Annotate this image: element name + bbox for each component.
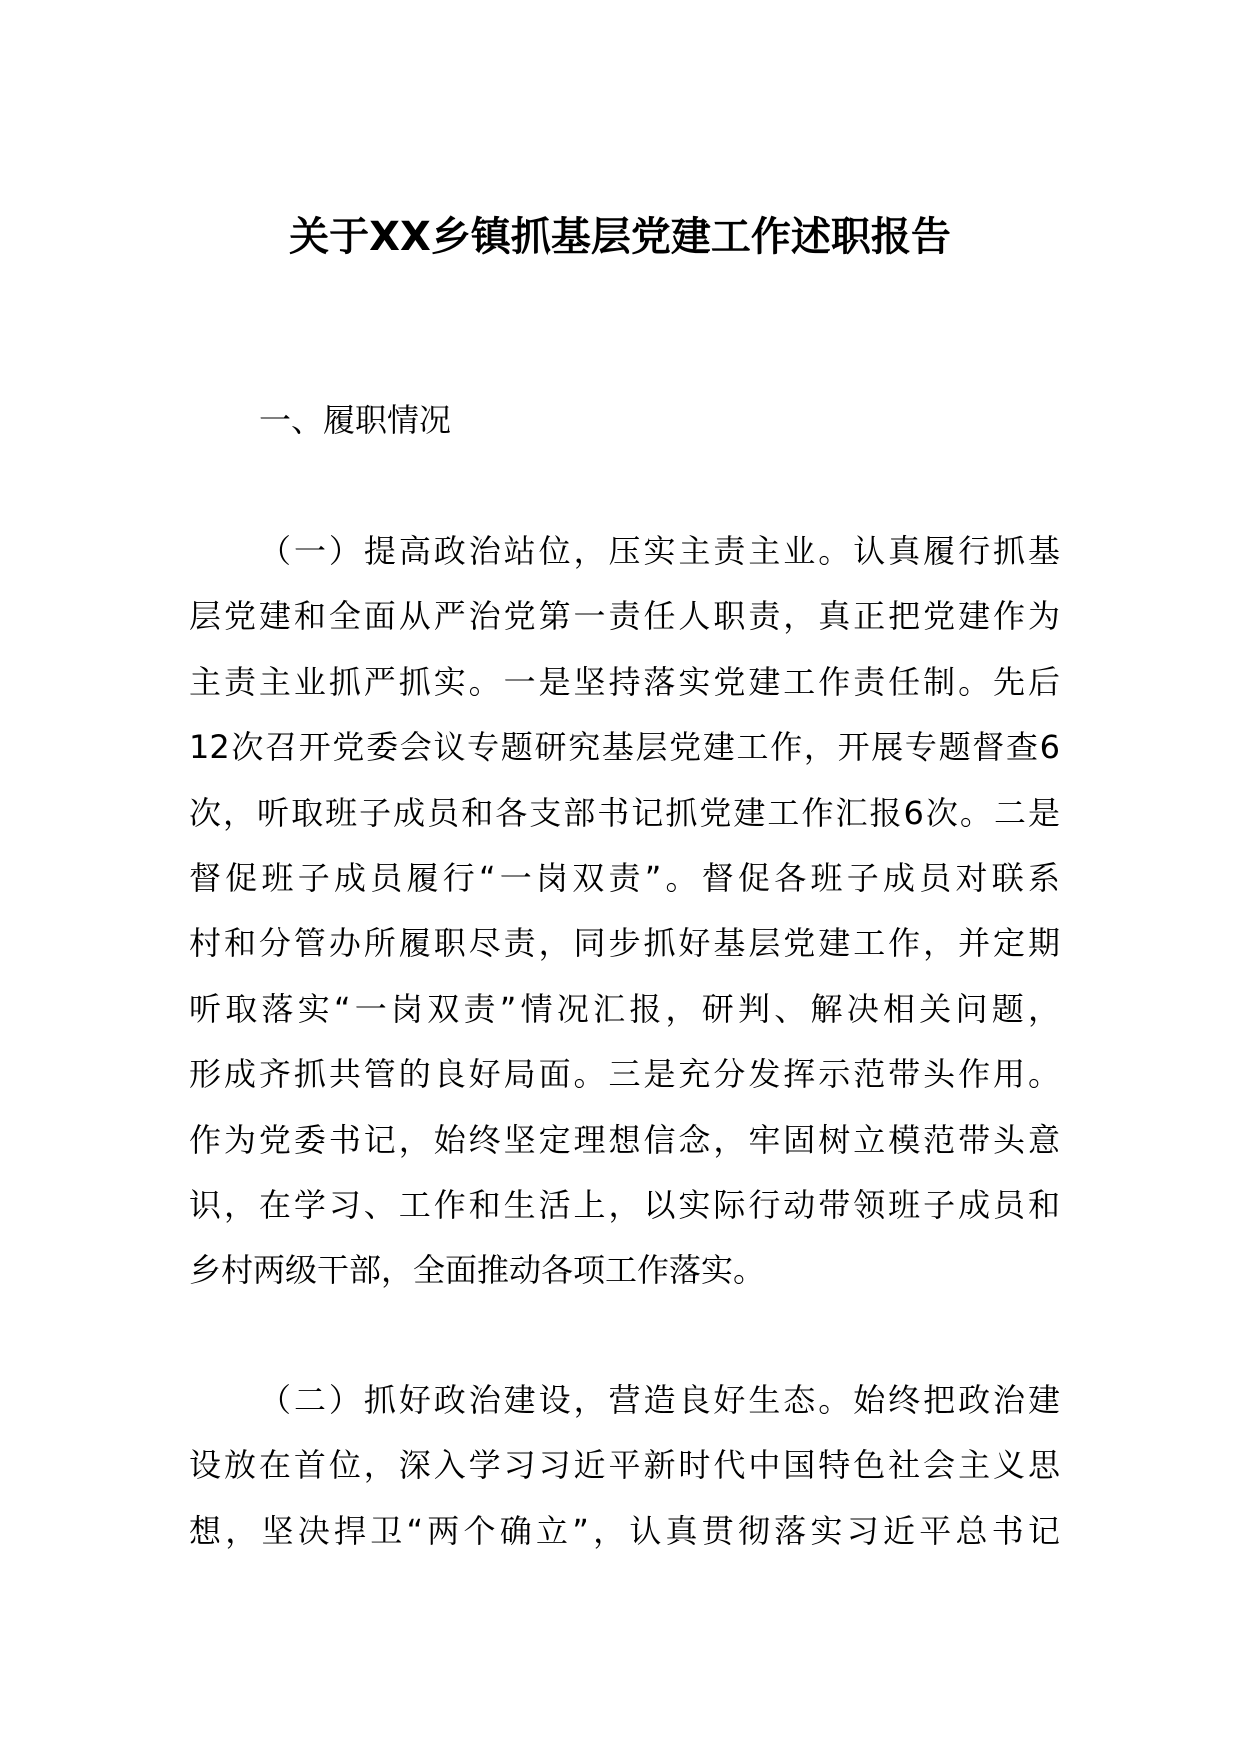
paragraph-line: 听取落实“一岗双责”情况汇报，研判、解决相关问题， [189,989,1060,1028]
paragraph-line: 识，在学习、工作和生活上，以实际行动带领班子成员和 [189,1185,1060,1224]
section-heading: 一、履职情况 [259,401,452,439]
paragraph-line: 主责主业抓严抓实。一是坚持落实党建工作责任制。先后 [189,662,1060,701]
paragraph-2 [189,1368,1060,1564]
paragraph-line: 乡村两级干部，全面推动各项工作落实。 [189,1251,766,1290]
paragraph-line: 督促班子成员履行“一岗双责”。督促各班子成员对联系 [189,858,1060,897]
paragraph-line: 设放在首位，深入学习习近平新时代中国特色社会主义思 [189,1446,1060,1485]
paragraph-line: 12次召开党委会议专题研究基层党建工作，开展专题督查6 [189,728,1060,767]
paragraph-line: 村和分管办所履职尽责，同步抓好基层党建工作，并定期 [189,924,1060,963]
paragraph-line: 形成齐抓共管的良好局面。三是充分发挥示范带头作用。 [189,1055,1060,1094]
paragraph-line: （二）抓好政治建设，营造良好生态。始终把政治建 [259,1381,1060,1419]
paragraph-line: 次，听取班子成员和各支部书记抓党建工作汇报6次。二是 [189,793,1060,832]
document-title: 关于XX乡镇抓基层党建工作述职报告 [289,214,951,260]
paragraph-line: （一）提高政治站位，压实主责主业。认真履行抓基 [259,532,1060,570]
paragraph-line: 层党建和全面从严治党第一责任人职责，真正把党建作为 [189,597,1060,636]
paragraph-line: 作为党委书记，始终坚定理想信念，牢固树立模范带头意 [189,1120,1060,1159]
paragraph-1 [189,519,1060,1304]
paragraph-line: 想，坚决捍卫“两个确立”，认真贯彻落实习近平总书记 [189,1511,1060,1550]
